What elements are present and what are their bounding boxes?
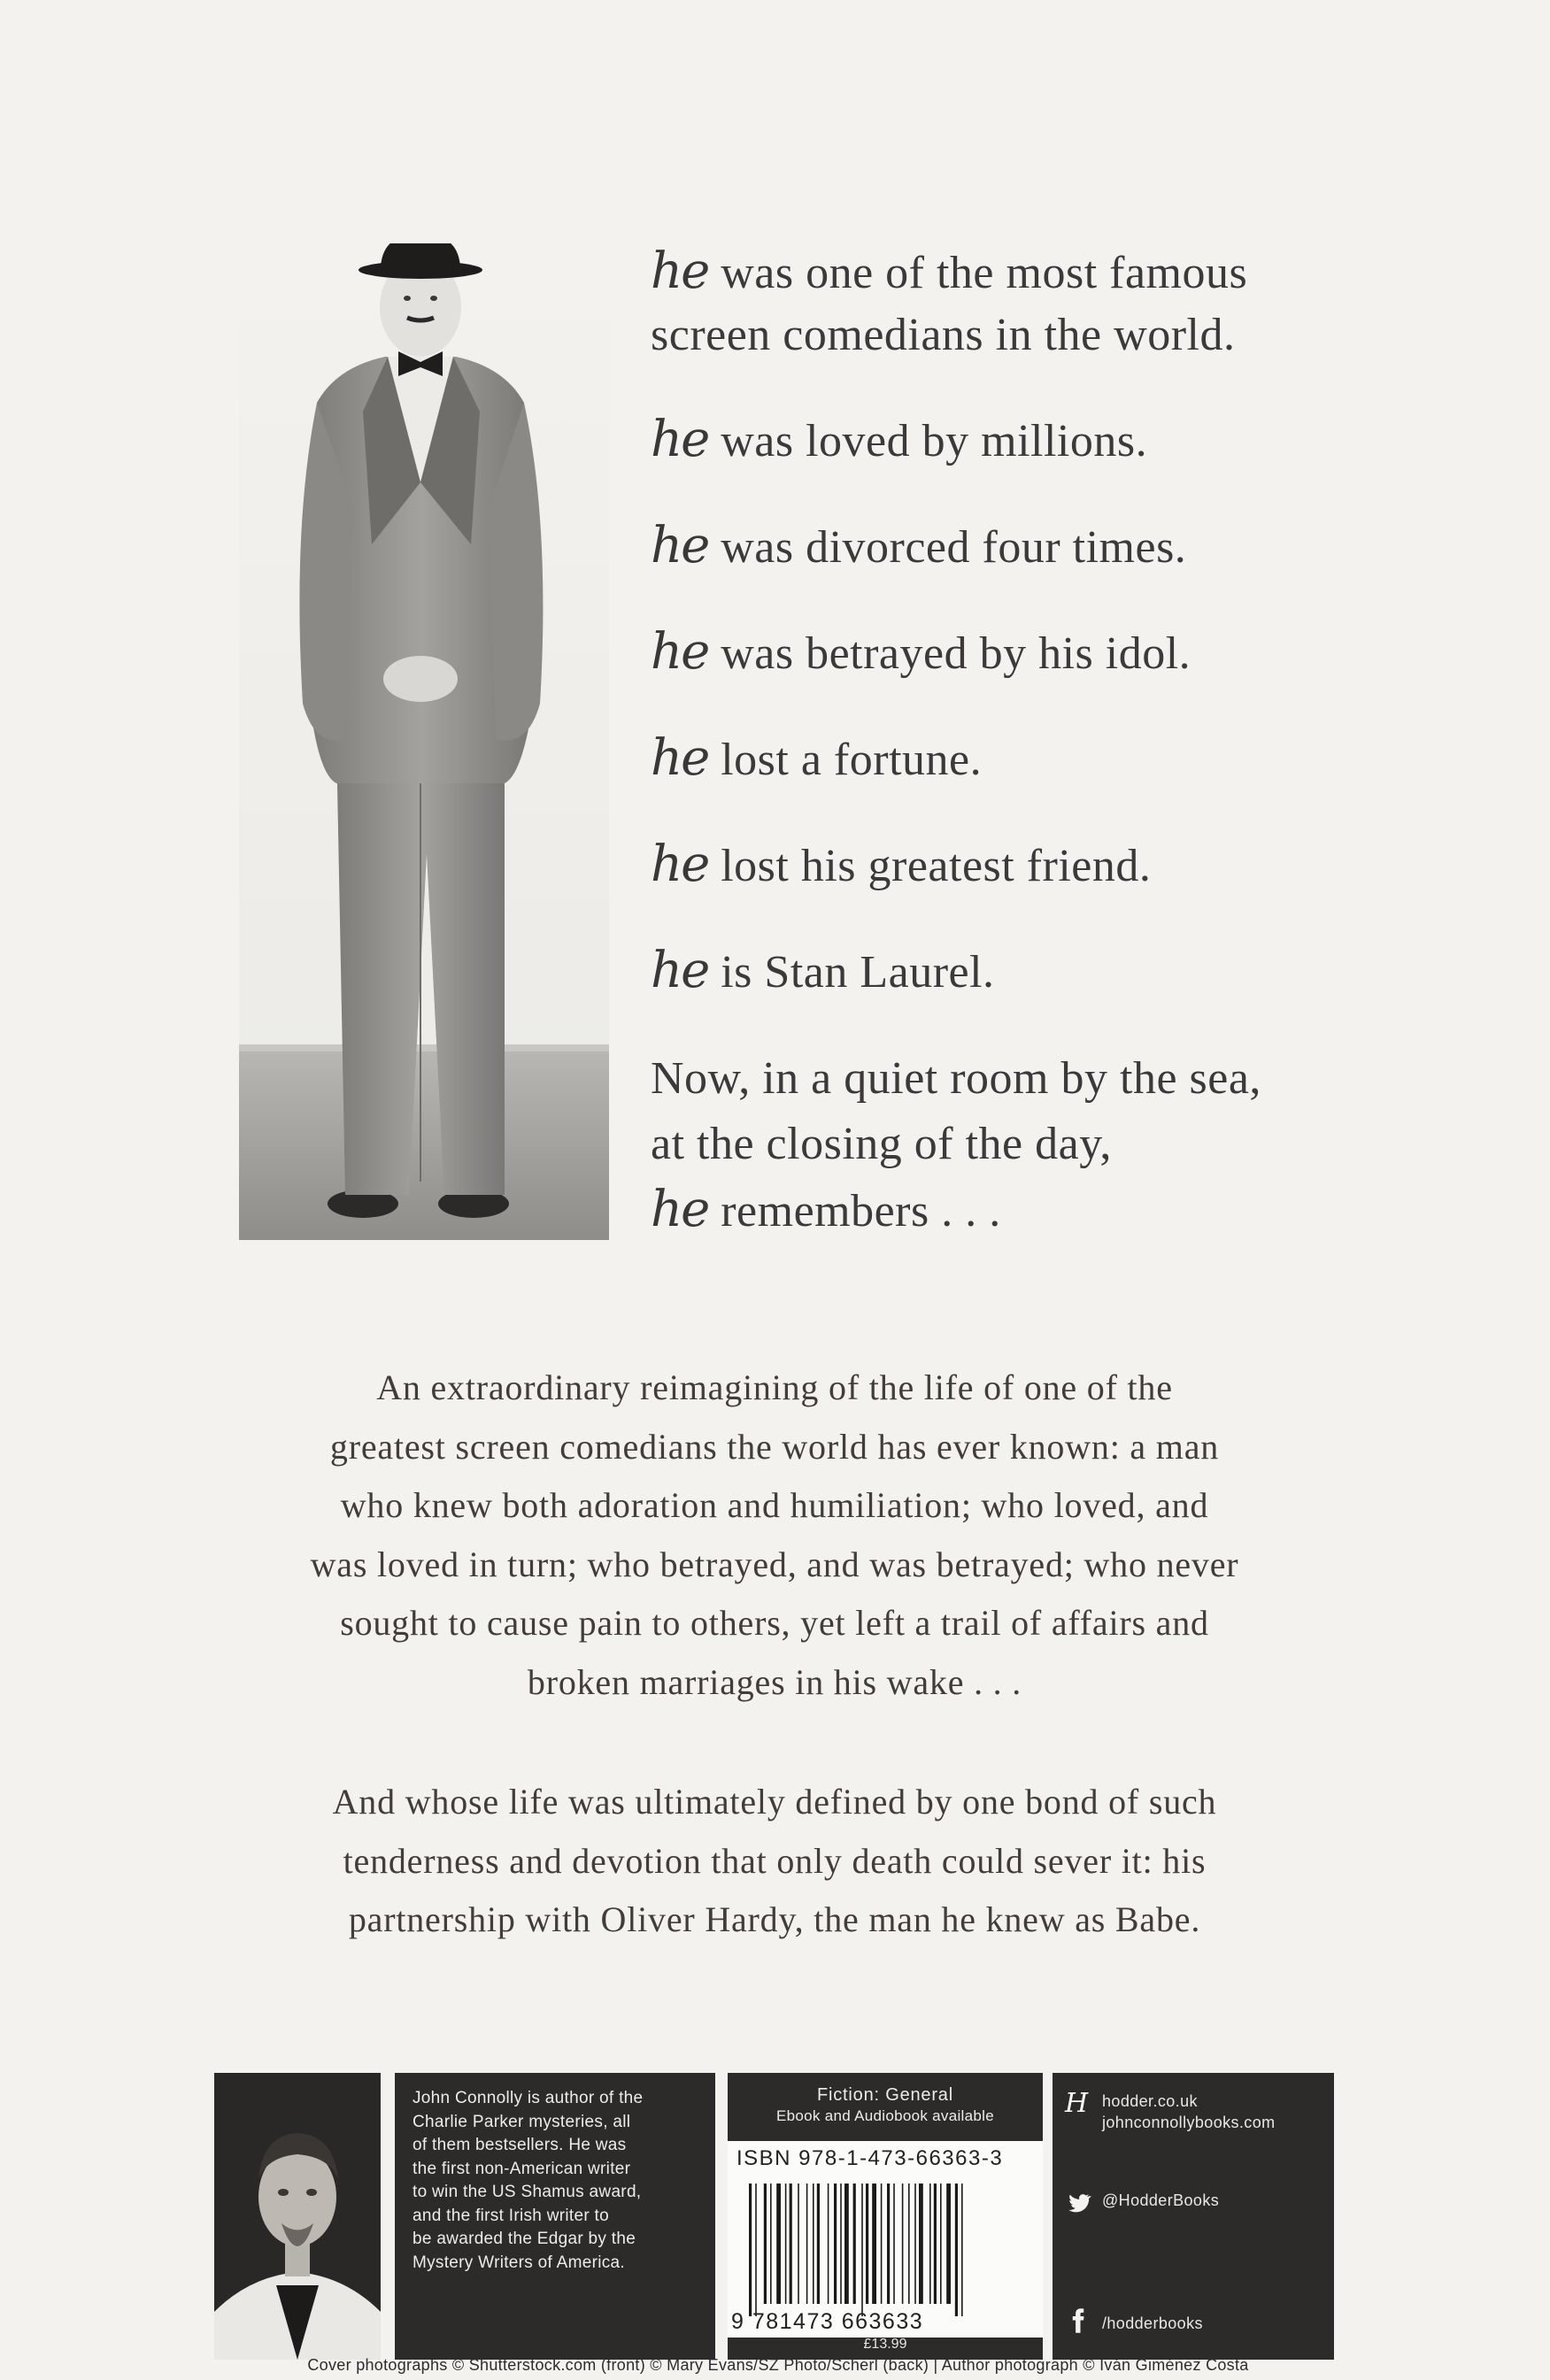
author-photo [214,2073,381,2360]
barcode-bar [908,2184,910,2304]
availability-label: Ebook and Audiobook available [776,2107,994,2124]
bio-line: John Connolly is author of the [413,2089,644,2107]
isbn-panel [728,2073,1043,2360]
barcode-bar [828,2184,829,2304]
photo-credits: Cover photographs © Shutterstock.com (front) © Mary Evans/SZ Photo/Scherl (back) | Author photograph © Iván Giménez Costa [307,2356,1249,2374]
barcode-bar [902,2184,904,2304]
twitter-icon [1065,2190,1091,2216]
bio-line: of them bestsellers. He was [413,2136,627,2154]
barcode-bar [813,2184,814,2304]
poem-line: he was one of the most famous [651,239,1247,306]
he-marker: he [651,243,709,300]
blurb-paragraph-2 [195,1773,1354,1950]
he-marker: he [651,942,709,999]
blurb-line: tenderness and devotion that only death could sever it: his [343,1840,1207,1881]
barcode-bar [872,2184,876,2304]
barcode-digits: 9 781473 663633 [731,2309,924,2334]
he-marker: he [651,411,709,468]
twitter-link[interactable]: @HodderBooks [1065,2190,1219,2216]
bio-line: Mystery Writers of America. [413,2253,626,2272]
barcode-bar [853,2184,856,2304]
author-website-link[interactable]: johnconnollybooks.com [1102,2114,1276,2131]
barcode-bar [776,2184,781,2304]
he-marker: he [651,1181,709,1238]
website-links[interactable] [1065,2088,1276,2133]
barcode-bar [840,2184,842,2304]
bio-line: the first non-American writer [413,2159,631,2178]
barcode-bar [755,2184,757,2316]
barcode-bar [946,2184,951,2304]
price: £13.99 [863,2337,907,2352]
blurb-line: who knew both adoration and humiliation; who loved, and [340,1485,1209,1525]
barcode-bar [790,2184,792,2304]
bio-line: be awarded the Edgar by the [413,2230,636,2248]
blurb-line: was loved in turn; who betrayed, and was betrayed; who never [310,1544,1239,1584]
barcode-bar [929,2184,931,2304]
barcode-bar [817,2184,820,2304]
poem-line: Now, in a quiet room by the sea, [651,1053,1261,1104]
hodder-website-link[interactable]: hodder.co.uk [1102,2092,1198,2110]
blurb-line: greatest screen comedians the world has ever known: a man [329,1426,1220,1467]
blurb-line: sought to cause pain to others, yet left a trail of affairs and [340,1603,1209,1643]
barcode-icon [747,2184,1034,2316]
publisher-links [1053,2073,1334,2360]
barcode-bar [881,2184,883,2304]
barcode-bar [844,2184,849,2304]
facebook-link[interactable]: /hodderbooks [1065,2307,1203,2334]
hodder-logo-icon: H [1065,2088,1089,2119]
he-marker: he [651,729,709,787]
poem-line: he remembers . . . [651,1177,1001,1244]
poem-line: at the closing of the day, [651,1119,1112,1169]
barcode-bar [934,2184,937,2304]
barcode-area [728,2141,1043,2338]
barcode-bar [749,2184,752,2316]
barcode-bar [893,2184,895,2304]
poem-line: screen comedians in the world. [651,310,1236,360]
bio-line: to win the US Shamus award, [413,2183,642,2201]
blurb-line: And whose life was ultimately defined by one bond of such [332,1782,1217,1822]
blurb-line: An extraordinary reimagining of the life of one of the [376,1367,1173,1407]
poem-line: he was betrayed by his idol. [651,620,1191,687]
poem-line: he was loved by millions. [651,407,1147,474]
barcode-bar [940,2184,942,2304]
poem-line: he lost his greatest friend. [651,832,1151,899]
barcode-bar [866,2184,868,2304]
author-bio [395,2073,715,2360]
barcode-bar [919,2184,923,2304]
poem-line: he is Stan Laurel. [651,938,995,1005]
barcode-bar [914,2184,916,2304]
barcode-bar [798,2184,799,2304]
blurb-line: partnership with Oliver Hardy, the man he knew as Babe. [348,1899,1201,1939]
bio-line: Charlie Parker mysteries, all [413,2112,631,2131]
he-marker: he [651,517,709,574]
blurb-paragraph-1 [195,1359,1354,1712]
blurb-line: broken marriages in his wake . . . [527,1661,1022,1702]
barcode-bar [861,2184,863,2316]
barcode-bar [764,2184,767,2304]
barcode-bar [770,2184,772,2304]
barcode-bar [806,2184,808,2304]
bio-line: and the first Irish writer to [413,2206,609,2225]
barcode-bar [834,2184,837,2304]
poem-line: he was divorced four times. [651,513,1186,581]
barcode-bar [887,2184,890,2304]
isbn-number: ISBN 978-1-473-66363-3 [736,2146,1004,2170]
he-marker: he [651,623,709,681]
he-marker: he [651,836,709,893]
genre-label: Fiction: General [817,2085,953,2105]
stan-laurel-photo [239,243,609,1240]
barcode-bar [785,2184,787,2304]
facebook-icon [1065,2307,1091,2334]
barcode-bar [955,2184,958,2316]
barcode-bar [961,2184,963,2316]
poem-line: he lost a fortune. [651,726,982,793]
